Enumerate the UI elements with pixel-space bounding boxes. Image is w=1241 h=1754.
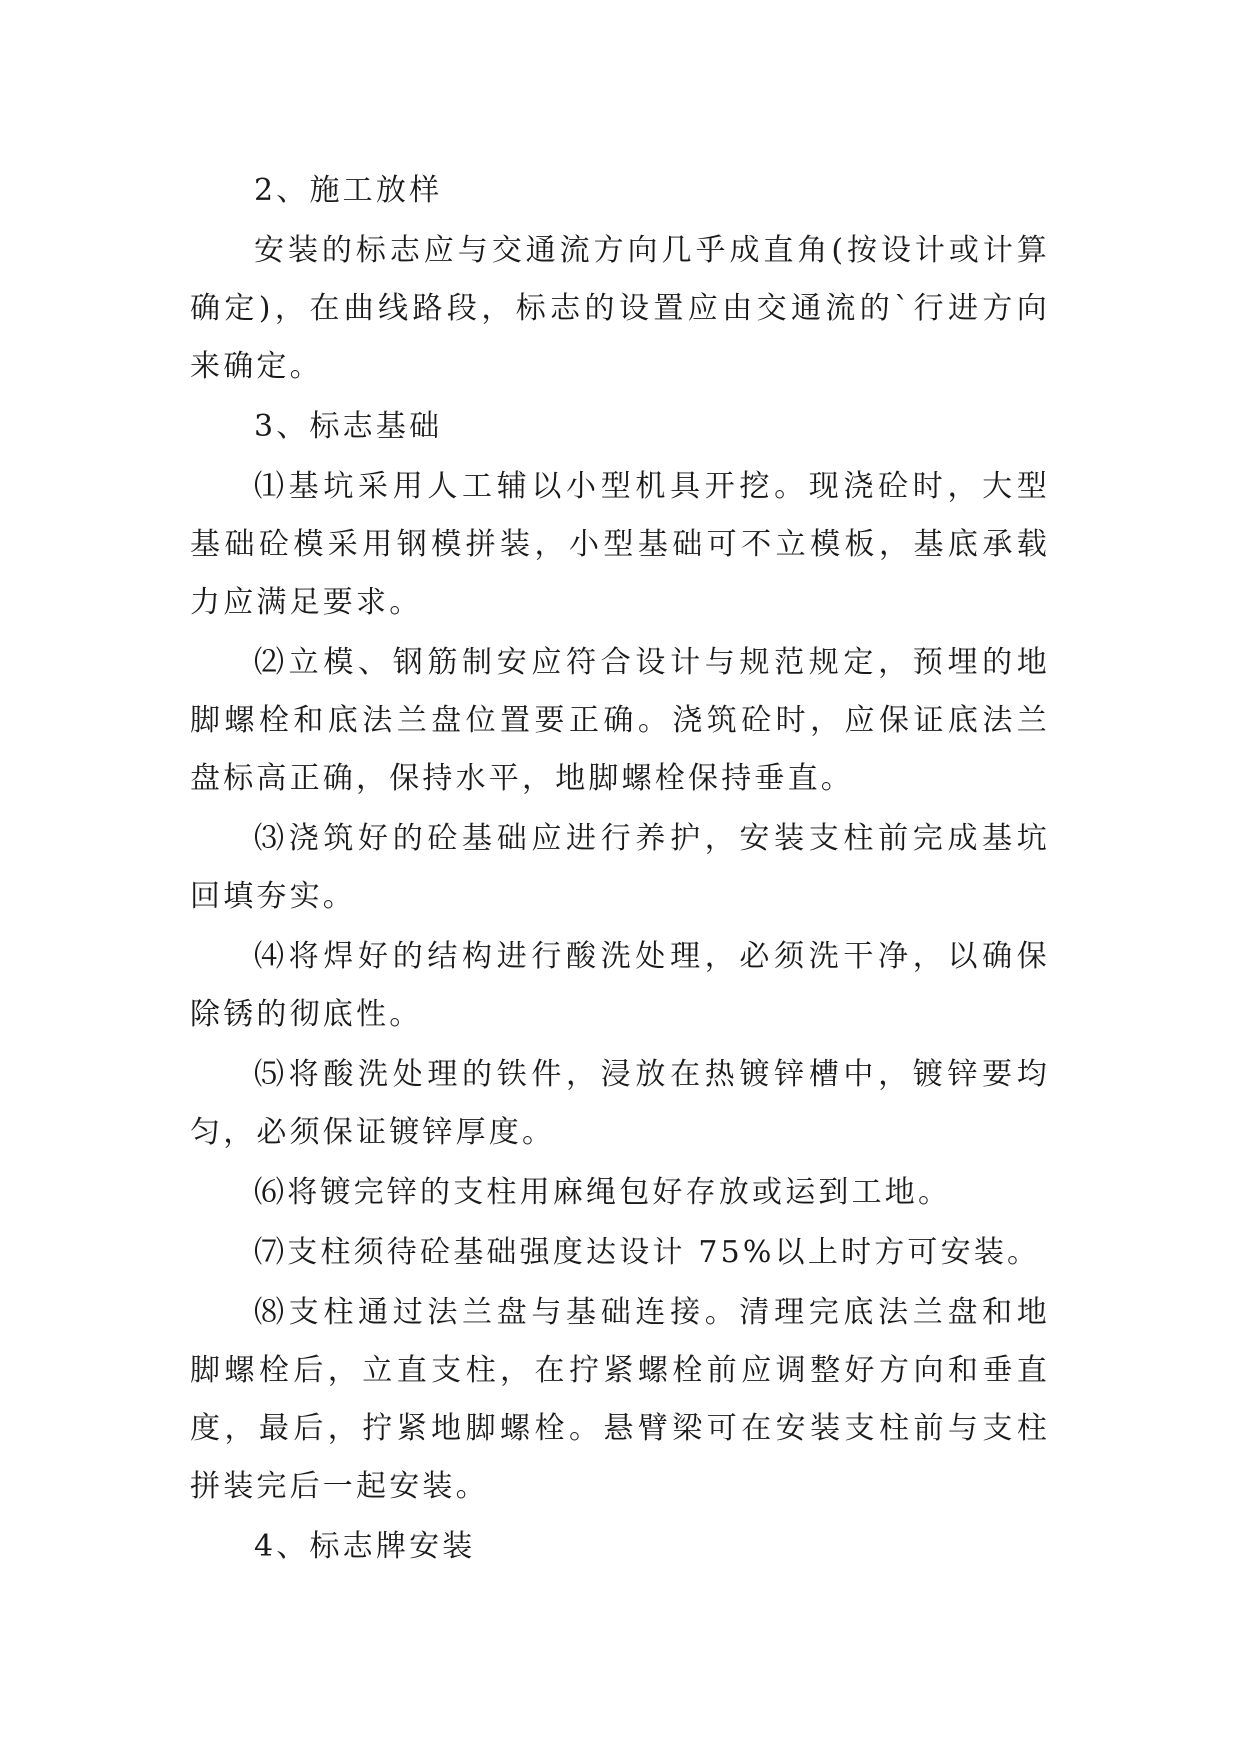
section-heading-construction-layout: 2、施工放样 [254, 173, 443, 208]
paragraph-foundation-item-5: ⑸将酸洗处理的铁件，浸放在热镀锌槽中，镀锌要均匀，必须保证镀锌厚度。 [190, 1057, 1050, 1150]
paragraph-foundation-item-6: ⑹将镀完锌的支柱用麻绳包好存放或运到工地。 [254, 1175, 952, 1210]
paragraph-foundation-item-2: ⑵立模、钢筋制安应符合设计与规范规定，预埋的地脚螺栓和底法兰盘位置要正确。浇筑砼时，应保证底法兰盘标高正确，保持水平，地脚螺栓保持垂直。 [190, 645, 1050, 796]
paragraph-layout-description: 安装的标志应与交通流方向几乎成直角(按设计或计算确定)，在曲线路段，标志的设置应由交通流的`行进方向来确定。 [190, 233, 1050, 384]
section-heading-sign-foundation: 3、标志基础 [254, 409, 443, 444]
document-page [190, 162, 1050, 1576]
paragraph-foundation-item-7: ⑺支柱须待砼基础强度达设计 75%以上时方可安装。 [254, 1235, 1041, 1270]
section-heading-sign-installation: 4、标志牌安装 [254, 1529, 476, 1564]
paragraph-foundation-item-3: ⑶浇筑好的砼基础应进行养护，安装支柱前完成基坑回填夯实。 [190, 821, 1050, 914]
paragraph-foundation-item-1: ⑴基坑采用人工辅以小型机具开挖。现浇砼时，大型基础砼模采用钢模拼装，小型基础可不立模板，基底承载力应满足要求。 [190, 469, 1050, 620]
paragraph-foundation-item-4: ⑷将焊好的结构进行酸洗处理，必须洗干净，以确保除锈的彻底性。 [190, 939, 1050, 1032]
paragraph-foundation-item-8: ⑻支柱通过法兰盘与基础连接。清理完底法兰盘和地脚螺栓后，立直支柱，在拧紧螺栓前应调整好方向和垂直度，最后，拧紧地脚螺栓。悬臂梁可在安装支柱前与支柱拼装完后一起安装。 [190, 1295, 1050, 1504]
